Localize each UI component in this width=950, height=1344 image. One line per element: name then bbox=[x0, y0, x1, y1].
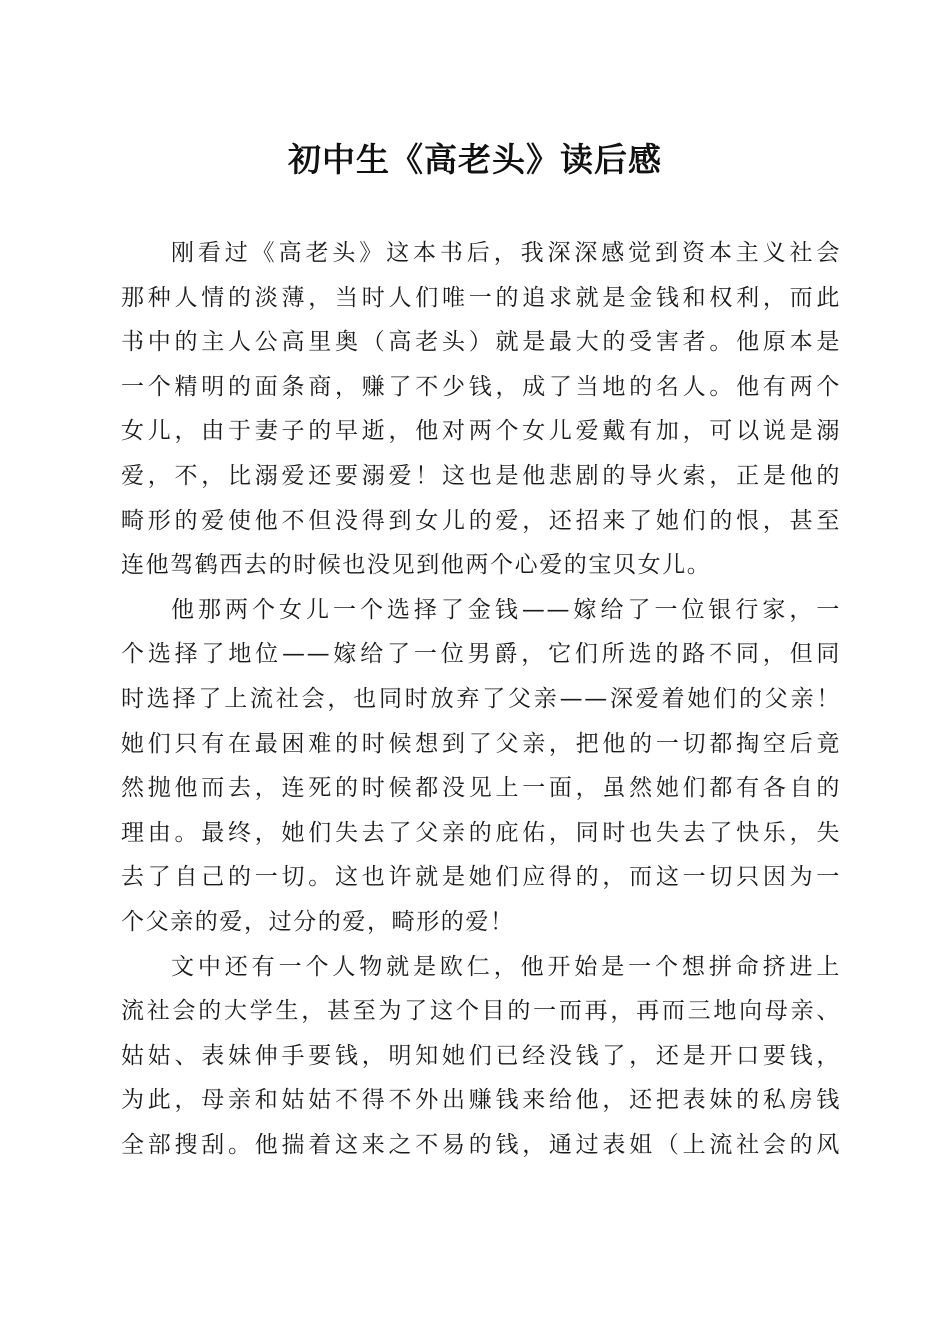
paragraph-2-line: 个父亲的爱，过分的爱，畸形的爱！ bbox=[121, 908, 515, 935]
paragraph-1-line: 那种人情的淡薄，当时人们唯一的追求就是金钱和权利，而此 bbox=[121, 284, 841, 311]
paragraph-3-line: 文中还有一个人物就是欧仁，他开始是一个想拼命挤进上 bbox=[171, 953, 841, 980]
paragraph-2-line: 他那两个女儿一个选择了金钱——嫁给了一位银行家，一 bbox=[171, 596, 841, 623]
paragraph-1-line: 爱，不，比溺爱还要溺爱！这也是他悲剧的导火索，正是他的 bbox=[121, 462, 841, 489]
paragraph-1-line: 刚看过《高老头》这本书后，我深深感觉到资本主义社会 bbox=[171, 240, 841, 266]
paragraph-2-line: 然抛他而去，连死的时候都没见上一面，虽然她们都有各自的 bbox=[121, 775, 841, 802]
paragraph-1-line: 一个精明的面条商，赚了不少钱，成了当地的名人。他有两个 bbox=[121, 373, 841, 400]
paragraph-3-line: 为此，母亲和姑姑不得不外出赚钱来给他，还把表妹的私房钱 bbox=[121, 1087, 841, 1114]
paragraph-2-line: 个选择了地位——嫁给了一位男爵，它们所选的路不同，但同 bbox=[121, 641, 841, 668]
paragraph-2-line: 去了自己的一切。这也许就是她们应得的，而这一切只因为一 bbox=[121, 864, 841, 891]
document-title: 初中生《高老头》读后感 bbox=[288, 140, 662, 179]
paragraph-2-line: 理由。最终，她们失去了父亲的庇佑，同时也失去了快乐，失 bbox=[121, 819, 841, 846]
paragraph-3-line: 流社会的大学生，甚至为了这个目的一而再，再而三地向母亲、 bbox=[121, 998, 841, 1025]
paragraph-1-line: 连他驾鹤西去的时候也没见到他两个心爱的宝贝女儿。 bbox=[121, 552, 712, 579]
paragraph-1-line: 畸形的爱使他不但没得到女儿的爱，还招来了她们的恨，甚至 bbox=[121, 507, 841, 534]
paragraph-3-line: 姑姑、表妹伸手要钱，明知她们已经没钱了，还是开口要钱， bbox=[121, 1042, 841, 1069]
paragraph-1-line: 书中的主人公高里奥（高老头）就是最大的受害者。他原本是 bbox=[121, 329, 841, 356]
paragraph-2-line: 她们只有在最困难的时候想到了父亲，把他的一切都掏空后竟 bbox=[121, 730, 841, 757]
document-body bbox=[121, 231, 841, 1167]
paragraph-3-line: 全部搜刮。他揣着这来之不易的钱，通过表姐（上流社会的风 bbox=[121, 1131, 841, 1158]
paragraph-2-line: 时选择了上流社会，也同时放弃了父亲——深爱着她们的父亲！ bbox=[121, 685, 841, 712]
paragraph-1-line: 女儿，由于妻子的早逝，他对两个女儿爱戴有加，可以说是溺 bbox=[121, 418, 841, 445]
